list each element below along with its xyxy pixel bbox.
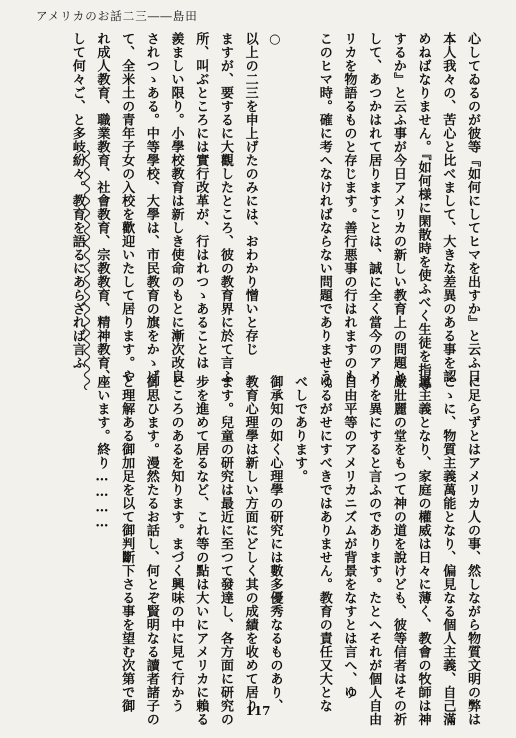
- running-header: アメリカのお話二三――島田: [36, 9, 198, 23]
- page-number: 117: [245, 704, 271, 718]
- top-text-column: リカを物語るものと存じます。善行悪事の行はれますのも: [341, 32, 357, 383]
- top-text-block: [64, 32, 484, 397]
- bottom-text-column: べしであります。: [292, 375, 308, 483]
- bottom-text-column: ところのあるを知ります。まづく興味の中に見て行かう: [168, 375, 184, 713]
- top-text-column: て、全米土の青年子女の入校を歡迎いたして居ります。や: [119, 32, 135, 383]
- top-text-column: ○: [267, 32, 283, 48]
- top-text-column: このヒマ時。確に考へなければならない問題でありませう。: [316, 32, 332, 397]
- bottom-text-column: 御承知の如く心理學の研究には數多優秀なるものあり、: [267, 375, 283, 713]
- bottom-text-column: りを異にすると言ふのであります。たとへそれが個人自由: [366, 375, 382, 726]
- bottom-text-column: 御思ひます。漫然たるお話し、何とぞ賢明なる讀者諸子の: [143, 375, 159, 726]
- top-text-column: [286, 32, 311, 367]
- top-text-column: して、あつかはれて居りますことは、誠に全く當今のアメ: [366, 32, 382, 383]
- wavy-margin-line: [80, 150, 94, 390]
- top-text-column: 所、叫ぶところには實行改革が、行はれつゝあることは: [193, 32, 209, 370]
- bottom-text-column: こゝに、物質主義萬能となり、偏見なる個人主義、自己滿: [440, 375, 456, 726]
- top-text-column: するか』と云ふ事が今日アメリカの新しい教育上の問題と: [390, 32, 406, 383]
- bottom-text-column: 足主義となり、家庭の權威は日々に薄く、教會の牧師は神: [415, 375, 431, 726]
- bottom-text-column: 教育心理學は新しい方面にどしく其の成績を收めて居り: [242, 375, 258, 713]
- bottom-text-column: と理解ある御加足を以て御判斷下さる事を望む次第で御: [119, 375, 135, 713]
- bottom-text-column: ゆるがせにすべきではありません。教育の責任又大とな: [316, 375, 332, 713]
- bottom-text-column: 步を進めて居るなど、これ等の點は大いにアメリカに賴る: [193, 375, 209, 726]
- bottom-text-column: 座います。終り…………: [94, 375, 110, 532]
- bottom-text-column: に足らずとはアメリカ人の事、然しながら物質文明の弊は: [465, 375, 480, 726]
- top-text-column: めねばなりません。『如何様に閑散時を使ふべく生徒を指導: [415, 32, 431, 390]
- top-text-column: 本人我々の、苦心と比べまして、大きな差異のある事を認: [440, 32, 456, 383]
- bottom-text-column: ます。兒童の研究は最近に至つて發達し、各方面に研究の: [217, 375, 233, 726]
- top-text-column: れ成人教育、職業教育、社會教育、宗教教育、精神教育、: [94, 32, 110, 383]
- top-text-column: 以上の二三を申上げたのみには、おわかり憎いと存じ: [242, 32, 258, 356]
- bottom-text-column: 自由平等のアメリカニズムが背景をなすとは言へ、ゆ: [341, 375, 357, 699]
- top-text-column: されつゝある。中等學校、大學は、市民教育の旗をかゝげ: [143, 32, 159, 383]
- top-text-column: 心してゐるのが彼等『如何にしてヒマを出すか』と云ふ日: [465, 32, 480, 383]
- bottom-text-column: 嚴壯麗の堂をもつて神の道を說けども、彼等信者はその祈: [390, 375, 406, 726]
- top-text-column: して何々ご、と多岐紛々。教育を語るにあらざれば言ふ: [69, 32, 85, 370]
- top-text-column: 羨ましい限り。小學校教育は新しき使命のもとに漸次改良: [168, 32, 184, 383]
- top-text-column: ますが、要するに大觀したところ、彼の教育界に於て言ふ: [217, 32, 233, 383]
